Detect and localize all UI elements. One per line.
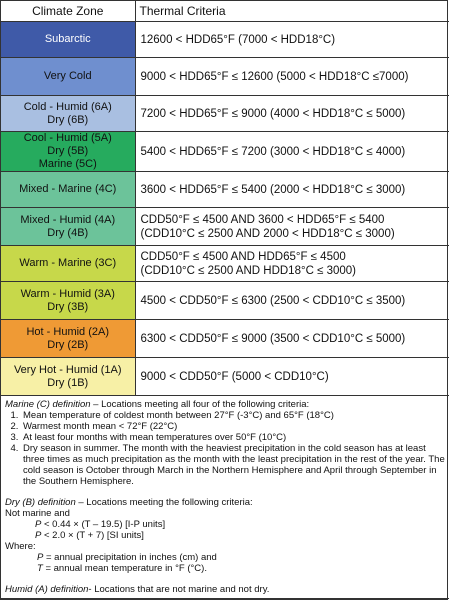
marine-definition-title: Marine (C) definition bbox=[5, 399, 91, 410]
humid-definition bbox=[5, 584, 445, 595]
marine-definition-intro: – Locations meeting all four of the following criteria: bbox=[90, 399, 310, 410]
where-label: Where: bbox=[5, 541, 36, 552]
thermal-criteria-cell: 3600 < HDD65°F ≤ 5400 (2000 < HDD18°C ≤ 3000) bbox=[135, 172, 449, 208]
humid-definition-rest: - Locations that are not marine and not dry. bbox=[88, 584, 270, 595]
climate-zone-cell: Cold - Humid (6A) Dry (6B) bbox=[1, 96, 135, 132]
thermal-criteria-cell: 4500 < CDD50°F ≤ 6300 (2500 < CDD10°C ≤ 3500) bbox=[135, 282, 449, 320]
humid-definition-title: Humid (A) definition bbox=[5, 584, 89, 595]
thermal-criteria-cell: 12600 < HDD65°F (7000 < HDD18°C) bbox=[135, 22, 449, 58]
climate-zone-cell: Mixed - Marine (4C) bbox=[1, 172, 135, 208]
table-row bbox=[1, 358, 449, 396]
table-row bbox=[1, 172, 449, 208]
thermal-criteria-cell: 9000 < HDD65°F ≤ 12600 (5000 < HDD18°C ≤7000) bbox=[135, 58, 449, 96]
marine-definition bbox=[5, 399, 445, 410]
climate-zone-cell: Cool - Humid (5A) Dry (5B) Marine (5C) bbox=[1, 132, 135, 172]
climate-zone-cell: Warm - Marine (3C) bbox=[1, 246, 135, 282]
table-row bbox=[1, 246, 449, 282]
list-item: 2. Warmest month mean < 72°F (22°C) bbox=[21, 421, 445, 432]
climate-zone-cell: Subarctic bbox=[1, 22, 135, 58]
dry-not-marine: Not marine and bbox=[5, 508, 70, 519]
table-row bbox=[1, 320, 449, 358]
column-header-thermal-criteria: Thermal Criteria bbox=[135, 1, 449, 22]
dry-definition-title: Dry (B) definition bbox=[5, 497, 76, 508]
dry-definition-intro: – Locations meeting the following criteria: bbox=[75, 497, 253, 508]
table-row bbox=[1, 96, 449, 132]
table-header-row bbox=[1, 1, 449, 22]
climate-zone-cell: Very Cold bbox=[1, 58, 135, 96]
list-item: 4. Dry season in summer. The month with the heaviest precipitation in the cold season has at least three times as much precipitation as the month with the least precipitation in the rest of the year. The cold season is October through March in the Northern Hemisphere and April through September in the Southern Hemisphere. bbox=[21, 443, 445, 487]
thermal-criteria-cell: 7200 < HDD65°F ≤ 9000 (4000 < HDD18°C ≤ 5000) bbox=[135, 96, 449, 132]
climate-zone-cell: Very Hot - Humid (1A) Dry (1B) bbox=[1, 358, 135, 396]
definitions-notes bbox=[1, 396, 449, 599]
climate-zone-cell: Mixed - Humid (4A) Dry (4B) bbox=[1, 208, 135, 246]
column-header-climate-zone: Climate Zone bbox=[1, 1, 135, 22]
table-row bbox=[1, 208, 449, 246]
thermal-criteria-cell: 6300 < CDD50°F ≤ 9000 (3500 < CDD10°C ≤ 5000) bbox=[135, 320, 449, 358]
thermal-criteria-cell: CDD50°F ≤ 4500 AND HDD65°F ≤ 4500 (CDD10°C ≤ 2500 AND HDD18°C ≤ 3000) bbox=[135, 246, 449, 282]
climate-zone-table bbox=[1, 1, 449, 599]
thermal-criteria-cell: 9000 < CDD50°F (5000 < CDD10°C) bbox=[135, 358, 449, 396]
table-row bbox=[1, 132, 449, 172]
list-item: 1. Mean temperature of coldest month between 27°F (-3°C) and 65°F (18°C) bbox=[21, 410, 445, 421]
marine-criteria-list bbox=[5, 410, 445, 487]
table-row bbox=[1, 22, 449, 58]
table-row bbox=[1, 58, 449, 96]
climate-zone-cell: Hot - Humid (2A) Dry (2B) bbox=[1, 320, 135, 358]
list-item: 3. At least four months with mean temperatures over 50°F (10°C) bbox=[21, 432, 445, 443]
p-definition: P = annual precipitation in inches (cm) and bbox=[37, 552, 217, 563]
t-definition: T = annual mean temperature in °F (°C). bbox=[37, 563, 207, 574]
thermal-criteria-cell: CDD50°F ≤ 4500 AND 3600 < HDD65°F ≤ 5400 (CDD10°C ≤ 2500 AND 2000 < HDD18°C ≤ 3000) bbox=[135, 208, 449, 246]
dry-si-formula: P < 2.0 × (T + 7) [SI units] bbox=[35, 530, 144, 541]
table-row bbox=[1, 282, 449, 320]
dry-ip-formula: P < 0.44 × (T – 19.5) [I-P units] bbox=[35, 519, 166, 530]
dry-definition bbox=[5, 497, 445, 508]
definitions-row bbox=[1, 396, 449, 599]
climate-zone-cell: Warm - Humid (3A) Dry (3B) bbox=[1, 282, 135, 320]
thermal-criteria-cell: 5400 < HDD65°F ≤ 7200 (3000 < HDD18°C ≤ 4000) bbox=[135, 132, 449, 172]
